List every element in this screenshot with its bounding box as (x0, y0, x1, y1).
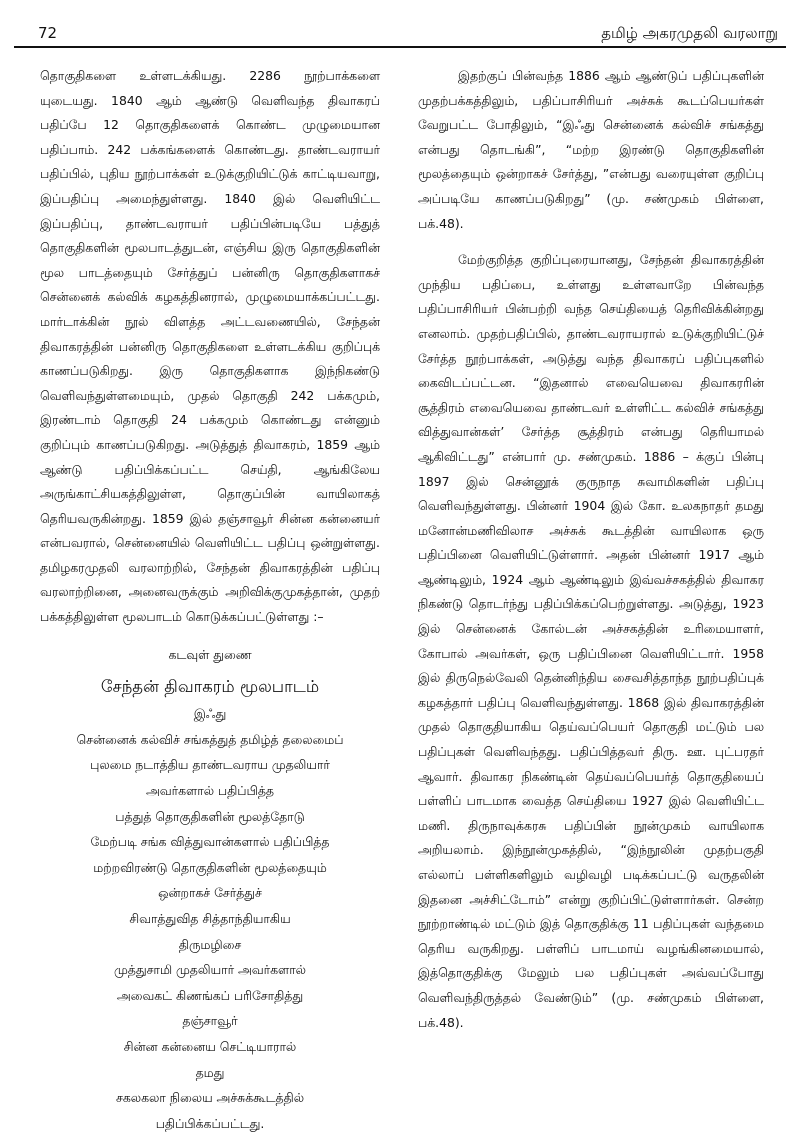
verse-line: தஞ்சாவூர் (182, 1013, 238, 1029)
right-paragraph-1: இதற்குப் பின்வந்த 1886 ஆம் ஆண்டுப் பதிப்புகளின் முதற்பக்கத்திலும், பதிப்பாசிரியர் அச்சுக் கூடப்பெயர்கள் வேறுபட்ட போதிலும், “இஃது சென்னைக் கல்விச் சங்கத்து என்பது தொடங்கி”, “மற்ற இரண்டு தொகுதிகளின் மூலத்தையும் ஒன்றாகச் சேர்த்து, ”என்பது வரையுள்ள குறிப்பு அப்படியே காணப்படுகிறது” (மு. சண்முகம் பிள்ளை, பக்.48). (418, 68, 764, 231)
verse-line: மேற்படி சங்க வித்துவான்களால் பதிப்பித்த (90, 834, 330, 850)
verse-line: இஃது (193, 706, 227, 722)
left-paragraph: தொகுதிகளை உள்ளடக்கியது. 2286 நூற்பாக்களை யுடையது. 1840 ஆம் ஆண்டு வெளிவந்த திவாகரப் பதிப்பே 12 தொகுதிகளைக் கொண்ட முழுமையான பதிப்பாம். 242 பக்கங்களைக் கொண்டது. தாண்டவராயர் பதிப்பில், புதிய நூற்பாக்கள் உடுக்குறியிட்டுக் காட்டியவாறு, இப்பதிப்பு அமைந்துள்ளது. 1840 இல் வெளியிட்ட இப்பதிப்பு, தாண்டவராயர் பதிப்பின்படியே பத்துத் தொகுதிகளின் மூலபாடத்துடன், எஞ்சிய இரு தொகுதிகளின் மூல பாடத்தையும் சேர்த்துப் பன்னிரு தொகுதிகளாகச் சென்னைக் கல்விக் கழகத்தினரால், முழுமையாக்கப்பட்டது. மார்டாக்கின் நூல் விளத்த அட்டவணையில், சேந்தன் திவாகரத்தின் பன்னிரு தொகுதிகளை உள்ளடக்கிய குறிப்புக் காணப்படுகிறது. இரு தொகுதிகளாக இந்நிகண்டு வெளிவந்துள்ளமையும், முதல் தொகுதி 242 பக்கமும், இரண்டாம் தொகுதி 24 பக்கமும் கொண்டது என்னும் குறிப்பும் காணப்படுகிறது. அடுத்துத் திவாகரம், 1859 ஆம் ஆண்டு பதிப்பிக்கப்பட்ட செய்தி, ஆங்கிலேய அருங்காட்சியகத்திலுள்ள, தொகுப்பின் வாயிலாகத் தெரியவருகின்றது. 1859 இல் தஞ்சாவூர் சின்ன கன்னையர் என்பவரால், சென்னையில் வெளியிட்ட பதிப்பு ஒன்றுள்ளது. தமிழகரமுதலி வரலாற்றில், சேந்தன் திவாகரத்தின் பதிப்பு வரலாற்றினை, அனைவருக்கும் அறிவிக்குமுகத்தான், முதற் பக்கத்திலுள்ள மூலபாடம் கொடுக்கப்பட்டுள்ளது :– (40, 68, 380, 625)
right-column (418, 64, 764, 1035)
page-header (14, 20, 786, 46)
verse-line: பத்துத் தொகுதிகளின் மூலத்தோடு (115, 808, 305, 824)
verse-line: முத்துசாமி முதலியார் அவர்களால் (114, 962, 306, 978)
left-column (40, 64, 380, 1136)
verse-line: சென்னைக் கல்விச் சங்கத்துத் தமிழ்த் தலைமைப் (76, 731, 344, 747)
verse-line: திருமழிசை (178, 936, 242, 952)
verse-line: தமது (195, 1064, 225, 1080)
verse-line: பதிப்பிக்கப்பட்டது. (155, 1115, 265, 1131)
running-title: தமிழ் அகரமுதலி வரலாறு (601, 24, 778, 42)
verse-line: புலமை நடாத்திய தாண்டவராய முதலியார் (90, 757, 330, 773)
verse-title: சேந்தன் திவாகரம் மூலபாடம் (100, 677, 320, 697)
verse-line: மற்றவிரண்டு தொகுதிகளின் மூலத்தையும் (93, 859, 327, 875)
verse-line: அவர்களால் பதிப்பித்த (146, 783, 274, 799)
verse-line: சிவாத்துவித சித்தாந்தியாகிய (129, 911, 291, 926)
verse-line: ஒன்றாகச் சேர்த்துச் (158, 885, 262, 901)
verse-invocation: கடவுள் துணை (168, 646, 252, 662)
verse-line: அவைகட் கிணங்கப் பரிசோதித்து (116, 987, 304, 1003)
right-paragraph-2: மேற்குறித்த குறிப்புரையானது, சேந்தன் திவாகரத்தின் முந்திய பதிப்பை, உள்ளது உள்ளவாறே பின்வந்த பதிப்பாசிரியர் பின்பற்றி வந்த செய்தியைத் தெரிவிக்கின்றது எனலாம். முதற்பதிப்பில், தாண்டவராயரால் உடுக்குறியிட்டுச் சேர்த்த நூற்பாக்கள், அடுத்து வந்த திவாகரப் பதிப்புகளில் கைவிடப்பட்டன. “இதனால் எவையெவை திவாகரரின் சூத்திரம் எவையெவை தாண்டவர் உள்ளிட்ட கல்விச் சங்கத்து வித்துவான்கள்’ சேர்த்த சூத்திரம் என்பது தெரியாமல் ஆகிவிட்டது” என்பார் மு. சண்முகம். 1886 – க்குப் பின்பு 1897 இல் சென்னூக் குருநாத சுவாமிகளின் பதிப்பு வெளிவந்துள்ளது. பின்னர் 1904 இல் கோ. உலகநாதர் தமது மனோன்மணிவிலாச அச்சுக் கூடத்தின் வாயிலாக ஒரு பதிப்பினை வெளியிட்டுள்ளார். அதன் பின்னர் 1917 ஆம் ஆண்டிலும், 1924 ஆம் ஆண்டிலும் இவ்வச்சகத்தில் திவாகர நிகண்டு தொடர்ந்து பதிப்பிக்கப்பெற்றுள்ளது. அடுத்து, 1923 இல் சென்னைக் கோல்டன் அச்சகத்தின் உரிமையாளர், கோபால் அவர்கள், ஒரு பதிப்பினை வெளியிட்டார். 1958 இல் திருநெல்வேலி தென்னிந்திய சைவசித்தாந்த நூற்பதிப்புக் கழகத்தார் பதிப்பு வெளிவந்துள்ளது. 1868 இல் திவாகரத்தின் முதல் தொகுதியாகிய தெய்வப்பெயர் தொகுதி மட்டும் பல பதிப்புகள் வெளிவந்தது. பதிப்பித்தவர் திரு. ஊ. புட்பரதர் ஆவார். திவாகர நிகண்டின் தெய்வப்பெயர்த் தொகுதியைப் பள்ளிப் பாடமாக வைத்த செய்தியை 1927 இல் வெளியிட்ட மணி. திருநாவுக்கரசு பதிப்பின் நூன்முகம் வாயிலாக அறியலாம். இந்நூன்முகத்தில், “இந்நூலின் முதற்பகுதி எல்லாப் பள்ளிகளிலும் வழிவழி படிக்கப்பட்டு வருதலின் இதனை அச்சிட்டோம்” என்று குறிப்பிட்டுள்ளார்கள். சென்ற நூற்றாண்டில் மட்டும் இத் தொகுதிக்கு 11 பதிப்புகள் வந்தமை தெரிய வருகிறது. பள்ளிப் பாடமாய் வழங்கினமையால், இத்தொகுதிக்கு மேலும் பல பதிப்புகள் அவ்வப்போது வெளிவந்திருத்தல் வேண்டும்” (மு. சண்முகம் பிள்ளை, பக்.48). (418, 252, 764, 1030)
title-page-verse (40, 642, 380, 1136)
header-rule (14, 46, 786, 48)
page-number: 72 (38, 24, 58, 42)
verse-line: சகலகலா நிலைய அச்சுக்கூடத்தில் (116, 1090, 304, 1106)
verse-line: சின்ன கன்னைய செட்டியாரால் (123, 1038, 297, 1054)
